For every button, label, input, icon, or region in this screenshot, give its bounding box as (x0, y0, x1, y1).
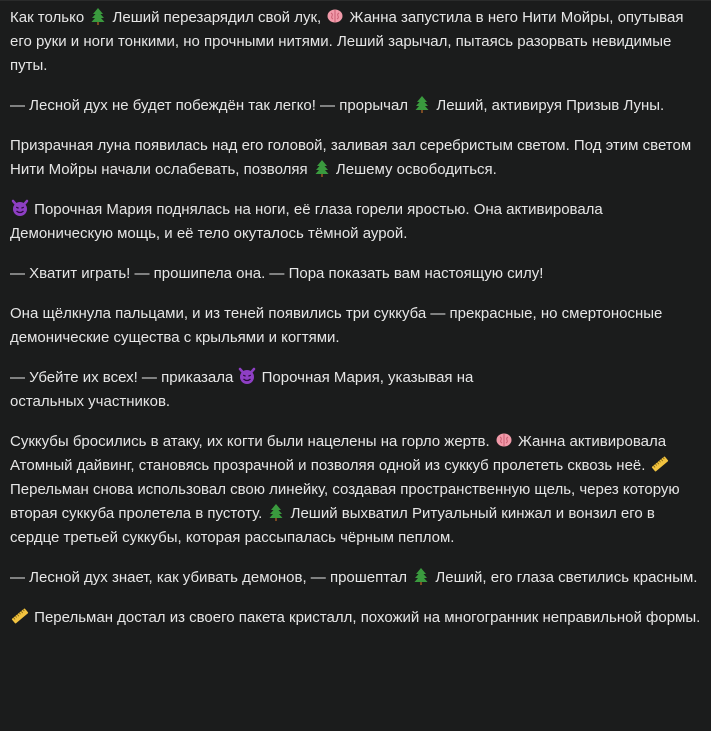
brain-icon (495, 431, 513, 449)
story-paragraph (10, 566, 705, 590)
paragraph-text: — Лесной дух знает, как убивать демонов, — прошептал (10, 569, 412, 586)
story-paragraph (10, 198, 705, 246)
tree-icon (267, 503, 285, 521)
paragraph-text: — Убейте их всех! — приказала (10, 369, 238, 386)
tree-icon (313, 159, 331, 177)
story-paragraph (10, 366, 520, 414)
paragraph-text: — Лесной дух не будет побеждён так легко! — прорычал (10, 97, 413, 114)
paragraph-text: Леший выхватил Ритуальный кинжал и вонзил его в сердце третьей суккубы, которая рассыпалась чёрным пеплом. (10, 505, 655, 546)
story-paragraph (10, 94, 705, 118)
ruler-icon (11, 607, 29, 625)
paragraph-text: Порочная Мария, указывая на остальных участников. (10, 369, 474, 410)
story-paragraph (10, 302, 705, 350)
story-paragraph (10, 134, 705, 182)
story-paragraph (10, 606, 705, 630)
brain-icon (326, 7, 344, 25)
paragraph-text: Леший, активируя Призыв Луны. (432, 97, 665, 114)
devil-icon (11, 199, 29, 217)
paragraph-text: Перельман снова использовал свою линейку, создавая пространственную щель, через которую вторая суккуба пролетела в пустоту. (10, 481, 680, 522)
paragraph-text: Как только (10, 9, 89, 26)
chat-message-text (10, 6, 705, 630)
story-paragraph (10, 6, 705, 78)
tree-icon (413, 95, 431, 113)
top-divider (0, 0, 711, 1)
paragraph-text: Порочная Мария поднялась на ноги, её глаза горели яростью. Она активировала Демоническую мощь, и её тело окуталось тёмной аурой. (10, 201, 603, 242)
paragraph-text: Она щёлкнула пальцами, и из теней появились три суккуба — прекрасные, но смертоносные демонические существа с крыльями и когтями. (10, 305, 663, 346)
story-paragraph (10, 262, 705, 286)
paragraph-text: — Хватит играть! — прошипела она. — Пора показать вам настоящую силу! (10, 265, 544, 282)
paragraph-text: Жанна активировала Атомный дайвинг, становясь прозрачной и позволяя одной из суккуб пролететь сквозь неё. (10, 433, 667, 474)
paragraph-text: Леший, его глаза светились красным. (431, 569, 698, 586)
paragraph-text: Перельман достал из своего пакета кристалл, похожий на многогранник неправильной формы. (30, 609, 701, 626)
paragraph-text: Лешему освободиться. (331, 161, 497, 178)
tree-icon (412, 567, 430, 585)
paragraph-text: Леший перезарядил свой лук, (108, 9, 326, 26)
ruler-icon (651, 455, 669, 473)
devil-icon (238, 367, 256, 385)
paragraph-text: Жанна запустила в него Нити Мойры, опутывая его руки и ноги тонкими, но прочными нитями. Леший зарычал, пытаясь разорвать невидимые путы. (10, 9, 684, 74)
tree-icon (89, 7, 107, 25)
paragraph-text: Суккубы бросились в атаку, их когти были нацелены на горло жертв. (10, 433, 494, 450)
paragraph-text: Призрачная луна появилась над его головой, заливая зал серебристым светом. Под этим светом Нити Мойры начали ослабевать, позволяя (10, 137, 692, 178)
story-paragraph (10, 430, 705, 550)
